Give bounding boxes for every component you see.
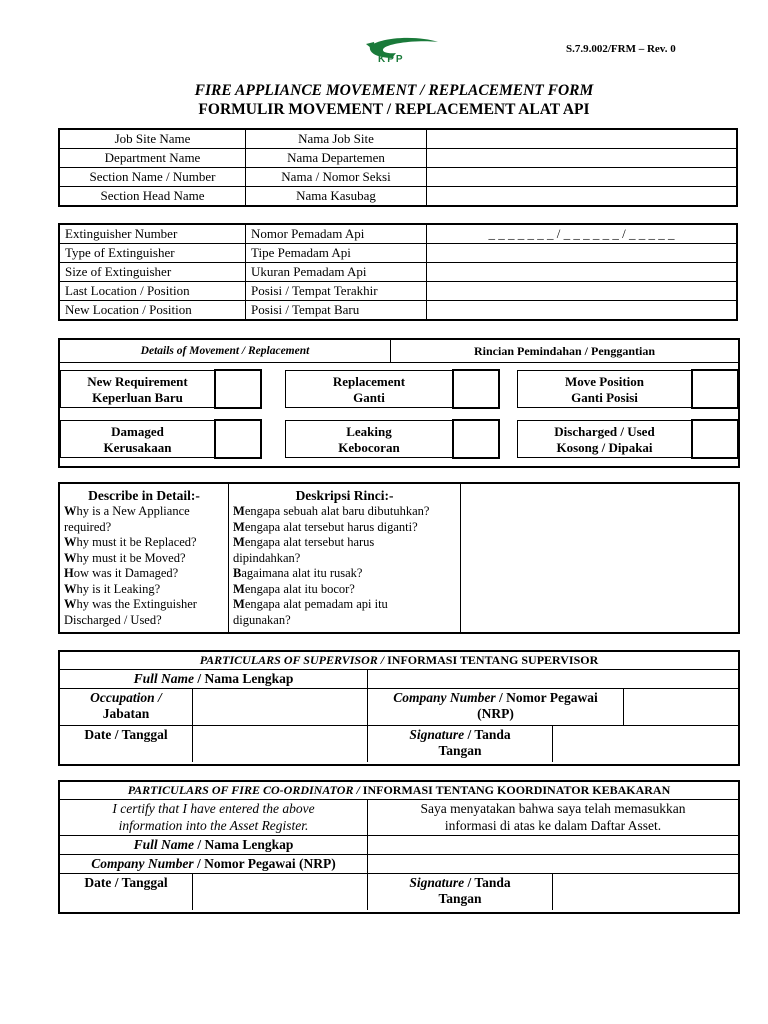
label-last-location-id: Posisi / Tempat Terakhir	[246, 282, 427, 301]
supervisor-occupation-label	[60, 690, 192, 722]
company-number-en: Company Number	[393, 690, 496, 705]
supervisor-signature-label	[368, 727, 552, 759]
certify-id-line1: Saya menyatakan bahwa saya telah memasukkan	[420, 801, 686, 816]
label-type: Type of Extinguisher	[59, 244, 246, 263]
supervisor-full-name-label	[60, 671, 367, 687]
label-job-site: Job Site Name	[59, 129, 246, 149]
company-number-en: Company Number	[91, 856, 194, 871]
logo-text: KPP	[378, 54, 405, 65]
form-title-id: FORMULIR MOVEMENT / REPLACEMENT ALAT API	[198, 101, 590, 118]
option-label-en: Move Position	[564, 374, 645, 389]
option-label-id: Keperluan Baru	[92, 390, 183, 405]
supervisor-section	[58, 650, 740, 766]
question-line: dipindahkan?	[233, 550, 301, 565]
supervisor-title-en: PARTICULARS OF SUPERVISOR /	[199, 653, 385, 667]
signature-id-line2: Tangan	[438, 891, 482, 906]
checkbox-damaged[interactable]	[214, 419, 262, 459]
full-name-id: / Nama Lengkap	[197, 837, 294, 852]
label-size-id: Ukuran Pemadam Api	[246, 263, 427, 282]
signature-en: Signature	[409, 727, 465, 742]
new-location-field[interactable]	[427, 301, 738, 321]
signature-en: Signature	[409, 875, 465, 890]
full-name-en: Full Name	[133, 671, 194, 686]
option-leaking	[285, 420, 453, 458]
supervisor-title-id: INFORMASI TENTANG SUPERVISOR	[387, 653, 599, 667]
company-number-id: / Nomor Pegawai	[499, 690, 598, 705]
coordinator-full-name-field[interactable]	[368, 836, 738, 854]
question-line: Why must it be Moved?	[64, 550, 186, 565]
describe-heading-en: Describe in Detail:-	[88, 488, 200, 503]
question-line: Why was the Extinguisher	[64, 597, 197, 611]
coordinator-title	[60, 783, 738, 798]
label-size: Size of Extinguisher	[59, 263, 246, 282]
question-line: Why must it be Replaced?	[64, 535, 197, 549]
question-line: Mengapa alat tersebut harus diganti?	[233, 519, 418, 534]
site-info-table	[58, 128, 738, 207]
certify-en-line2: information into the Asset Register.	[118, 818, 309, 833]
option-label-id: Kosong / Dipakai	[556, 440, 653, 455]
signature-id-line2: Tangan	[438, 743, 482, 758]
supervisor-company-number-label	[368, 690, 623, 722]
supervisor-signature-field[interactable]	[553, 726, 738, 762]
question-line: Discharged / Used?	[64, 612, 162, 627]
job-site-field[interactable]	[427, 129, 738, 149]
size-field[interactable]	[427, 263, 738, 282]
describe-answer-field[interactable]	[461, 484, 738, 632]
label-job-site-id: Nama Job Site	[246, 129, 427, 149]
label-type-id: Tipe Pemadam Api	[246, 244, 427, 263]
supervisor-full-name-field[interactable]	[368, 670, 738, 688]
option-label-en: Leaking	[346, 424, 392, 439]
supervisor-occupation-field[interactable]	[193, 689, 366, 725]
supervisor-date-label: Date / Tanggal	[84, 727, 168, 742]
option-replacement	[285, 370, 453, 408]
section-head-field[interactable]	[427, 187, 738, 207]
label-section-id: Nama / Nomor Seksi	[246, 168, 427, 187]
question-line: Mengapa sebuah alat baru dibutuhkan?	[233, 504, 430, 518]
supervisor-title	[60, 653, 738, 668]
coordinator-date-field[interactable]	[193, 874, 366, 910]
checkbox-move-position[interactable]	[691, 369, 739, 409]
coordinator-full-name-label	[60, 837, 367, 853]
describe-heading-id: Deskripsi Rinci:-	[295, 488, 394, 503]
label-last-location: Last Location / Position	[59, 282, 246, 301]
movement-header-id: Rincian Pemindahan / Penggantian	[473, 344, 656, 358]
full-name-en: Full Name	[133, 837, 194, 852]
question-line: Mengapa alat pemadam api itu	[233, 597, 388, 611]
signature-id: / Tanda	[467, 875, 511, 890]
question-line: How was it Damaged?	[64, 566, 179, 580]
nrp-label: (NRP)	[477, 706, 514, 721]
full-name-id: / Nama Lengkap	[197, 671, 294, 686]
question-line: digunakan?	[233, 612, 291, 627]
extinguisher-number-field[interactable]: _ _ _ _ _ _ _ / _ _ _ _ _ _ / _ _ _ _ _	[427, 224, 738, 244]
label-section-head-id: Nama Kasubag	[246, 187, 427, 207]
option-move-position	[517, 370, 692, 408]
movement-header-en: Details of Movement / Replacement	[60, 340, 391, 362]
label-extinguisher-number: Extinguisher Number	[59, 224, 246, 244]
option-discharged	[517, 420, 692, 458]
option-label-id: Ganti Posisi	[571, 390, 638, 405]
coordinator-company-number-field[interactable]	[368, 855, 738, 873]
occupation-en: Occupation /	[90, 690, 162, 705]
question-line: Mengapa alat itu bocor?	[233, 581, 355, 596]
question-line: Why is a New Appliance	[64, 504, 190, 518]
option-label-en: Replacement	[332, 374, 406, 389]
label-new-location-id: Posisi / Tempat Baru	[246, 301, 427, 321]
question-line: Bagaimana alat itu rusak?	[233, 566, 363, 580]
label-section-head: Section Head Name	[59, 187, 246, 207]
certify-id	[368, 800, 738, 834]
movement-section	[58, 338, 740, 468]
company-number-id: / Nomor Pegawai (NRP)	[196, 856, 336, 871]
option-new-requirement	[60, 370, 215, 408]
option-label-en: New Requirement	[87, 374, 188, 389]
label-section: Section Name / Number	[59, 168, 246, 187]
coordinator-title-id: INFORMASI TENTANG KOORDINATOR KEBAKARAN	[362, 783, 671, 797]
coordinator-date-label: Date / Tanggal	[84, 875, 168, 890]
department-field[interactable]	[427, 149, 738, 168]
document-number: S.7.9.002/FRM – Rev. 0	[566, 43, 676, 55]
question-line: Why is it Leaking?	[64, 581, 161, 596]
checkbox-discharged[interactable]	[691, 419, 739, 459]
checkbox-leaking[interactable]	[452, 419, 500, 459]
option-label-id: Ganti	[353, 390, 385, 405]
describe-section	[58, 482, 740, 634]
option-label-id: Kerusakaan	[103, 440, 172, 455]
certify-id-line2: informasi di atas ke dalam Daftar Asset.	[444, 818, 662, 833]
option-damaged	[60, 420, 215, 458]
question-line: required?	[64, 519, 112, 534]
coordinator-company-number-label	[60, 856, 367, 872]
checkbox-replacement[interactable]	[452, 369, 500, 409]
extinguisher-table	[58, 223, 738, 321]
coordinator-signature-field[interactable]	[553, 874, 738, 910]
supervisor-date-field[interactable]	[193, 726, 366, 762]
option-label-en: Discharged / Used	[554, 424, 655, 439]
label-new-location: New Location / Position	[59, 301, 246, 321]
coordinator-signature-label	[368, 875, 552, 907]
label-extinguisher-number-id: Nomor Pemadam Api	[246, 224, 427, 244]
last-location-field[interactable]	[427, 282, 738, 301]
signature-id: / Tanda	[467, 727, 511, 742]
occupation-id: Jabatan	[102, 706, 150, 721]
supervisor-company-number-field[interactable]	[624, 689, 738, 725]
label-department-id: Nama Departemen	[246, 149, 427, 168]
coordinator-title-en: PARTICULARS OF FIRE CO-ORDINATOR /	[127, 783, 360, 797]
certify-en	[60, 800, 367, 834]
describe-questions-en	[60, 504, 228, 628]
checkbox-new-requirement[interactable]	[214, 369, 262, 409]
section-field[interactable]	[427, 168, 738, 187]
form-title-en: FIRE APPLIANCE MOVEMENT / REPLACEMENT FORM	[194, 82, 594, 99]
type-field[interactable]	[427, 244, 738, 263]
coordinator-section	[58, 780, 740, 914]
certify-en-line1: I certify that I have entered the above	[112, 801, 315, 816]
option-label-id: Kebocoran	[338, 440, 400, 455]
describe-questions-id	[229, 504, 460, 628]
question-line: Mengapa alat tersebut harus	[233, 535, 375, 549]
label-department: Department Name	[59, 149, 246, 168]
option-label-en: Damaged	[111, 424, 164, 439]
